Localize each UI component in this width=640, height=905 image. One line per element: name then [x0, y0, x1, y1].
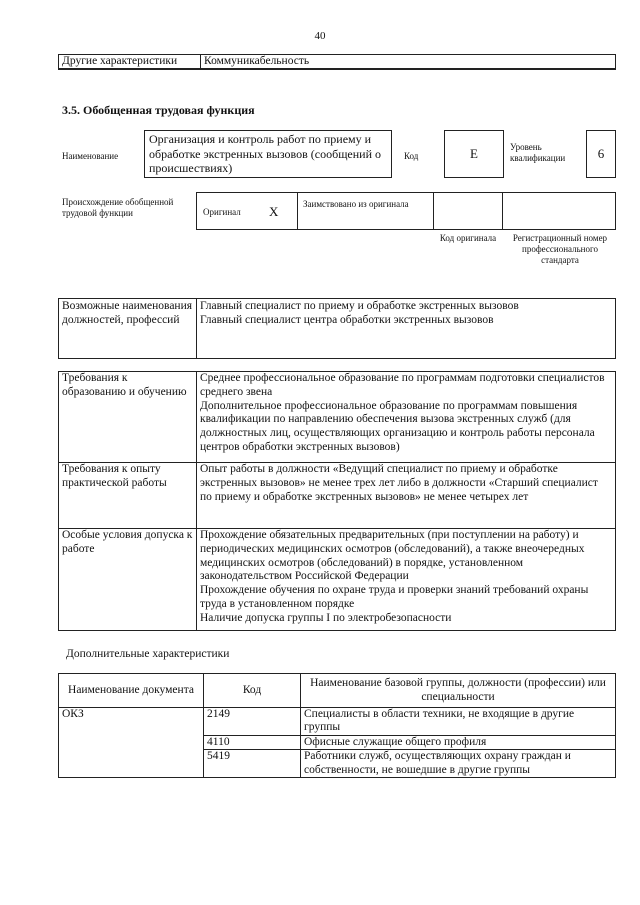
name-label: Наименование — [62, 151, 119, 161]
original-label: Оригинал — [203, 207, 241, 217]
reg-number-caption: Регистрационный номер профессионального стандарта — [512, 233, 608, 265]
special-conditions-value — [197, 529, 616, 631]
page-number: 40 — [314, 30, 326, 42]
origin-boxes — [196, 192, 616, 230]
header-group-name: Наименование базовой группы, должности (профессии) или специальности — [301, 674, 616, 708]
name-value: Организация и контроль работ по приему и обработке экстренных вызовов (сообщений о происшествиях) — [144, 130, 392, 178]
education-value — [197, 372, 616, 463]
position-item: Главный специалист центра обработки экстренных вызовов — [200, 314, 494, 326]
education-line: Среднее профессиональное образование по программам подготовки специалистов среднего звена — [200, 372, 605, 398]
okz-code: 5419 — [204, 750, 301, 778]
position-item: Главный специалист по приему и обработке экстренных вызовов — [200, 300, 519, 312]
header-code: Код — [204, 674, 301, 708]
code-value: E — [444, 130, 504, 178]
okz-code: 2149 — [204, 708, 301, 736]
positions-table — [58, 298, 616, 359]
additional-characteristics-table — [58, 673, 616, 778]
special-condition-line: Наличие допуска группы I по электробезопасности — [200, 611, 452, 624]
okz-name: Работники служб, осуществляющих охрану граждан и собственности, не вошедшие в другие группы — [301, 750, 616, 778]
code-label: Код — [404, 151, 419, 161]
okz-code: 4110 — [204, 735, 301, 749]
document-name: ОКЗ — [59, 708, 204, 778]
code-original-cell — [433, 192, 503, 230]
table-row — [59, 708, 616, 736]
reg-number-cell — [502, 192, 616, 230]
original-cell — [196, 192, 298, 230]
special-condition-line: Прохождение обучения по охране труда и проверки знаний требований охраны труда в установленном порядке — [200, 584, 589, 610]
education-label: Требования к образованию и обучению — [59, 372, 197, 463]
header-document: Наименование документа — [59, 674, 204, 708]
other-characteristics-table — [58, 54, 616, 70]
borrowed-label: Заимствовано из оригинала — [303, 199, 409, 209]
experience-label: Требования к опыту практической работы — [59, 463, 197, 529]
borrowed-cell — [297, 192, 434, 230]
positions-list — [197, 299, 616, 359]
other-characteristics-value: Коммуникабельность — [201, 55, 616, 70]
positions-label: Возможные наименования должностей, профессий — [59, 299, 197, 359]
level-value: 6 — [586, 130, 616, 178]
code-original-caption: Код оригинала — [439, 233, 497, 243]
section-title: 3.5. Обобщенная трудовая функция — [62, 103, 255, 117]
okz-name: Специалисты в области техники, не входящие в другие группы — [301, 708, 616, 736]
original-mark: X — [269, 204, 279, 219]
experience-line: Опыт работы в должности «Ведущий специалист по приему и обработке экстренных вызовов» не менее трех лет либо в должности «Старший специалист по приему и обработке экстренных вызовов» не менее четырех лет — [200, 463, 598, 503]
okz-name: Офисные служащие общего профиля — [301, 735, 616, 749]
experience-value — [197, 463, 616, 529]
origin-label: Происхождение обобщенной трудовой функции — [62, 197, 174, 218]
special-condition-line: Прохождение обязательных предварительных (при поступлении на работу) и периодических медицинских осмотров (обследований), а также внеочередных медицинских осмотров (обследований) в порядке, установленном законодательством Российской Федерации — [200, 529, 585, 583]
special-conditions-label: Особые условия допуска к работе — [59, 529, 197, 631]
other-characteristics-label: Другие характеристики — [59, 55, 201, 70]
education-line: Дополнительное профессиональное образование по программам повышения квалификации по направлению обеспечения вызова экстренных служб (для должностных лиц, осуществляющих организацию и контроль работы персонала центров обработки экстренных вызовов) — [200, 399, 595, 453]
level-label: Уровень квалификации — [510, 142, 566, 163]
requirements-table — [58, 371, 616, 631]
additional-characteristics-title: Дополнительные характеристики — [66, 648, 230, 660]
